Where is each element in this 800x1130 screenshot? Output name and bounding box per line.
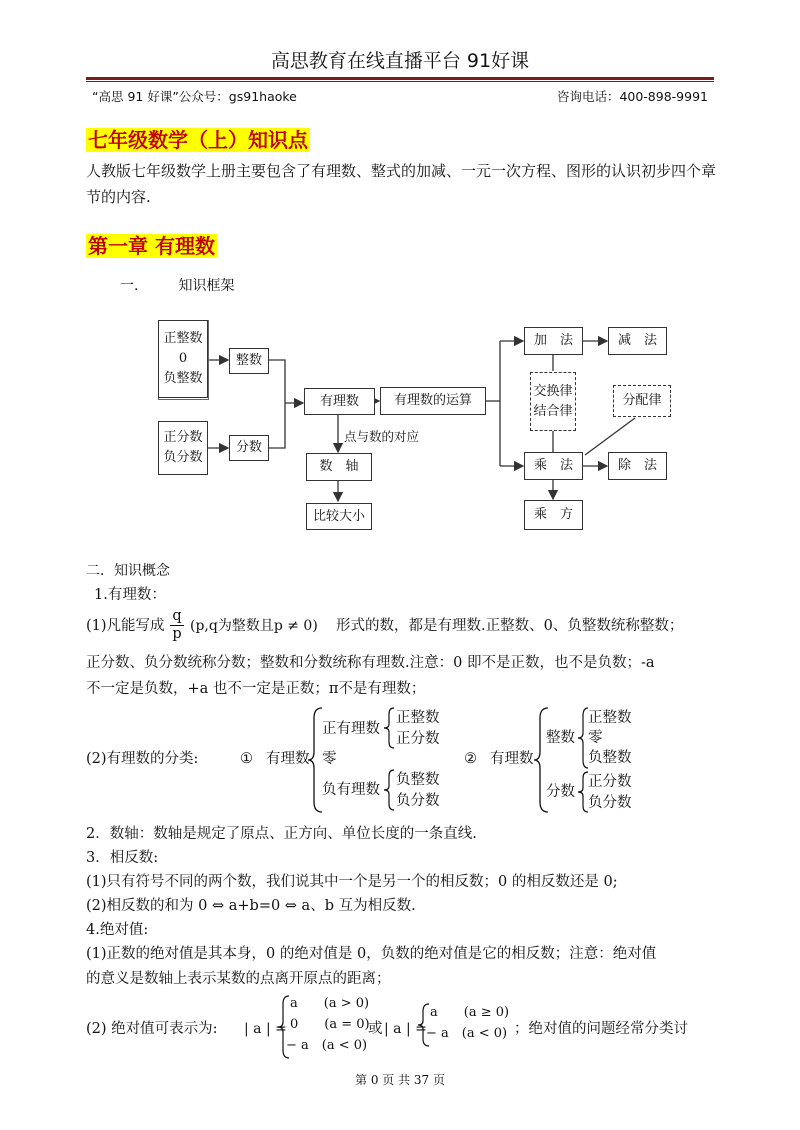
abs-formula-2-lhs: | a | = (384, 1021, 427, 1037)
c1-zero: 零 (322, 751, 337, 767)
abs-case-zero: 0 (a = 0) (290, 1017, 370, 1032)
or-word: 或 (368, 1021, 383, 1037)
box-negative-fraction: 负分数 (163, 450, 203, 465)
box-multiplication: 乘 法 (524, 452, 583, 480)
absolute-item-2-suffix: ；绝对值的问题经常分类讨 (514, 1021, 688, 1037)
c2-zero: 零 (588, 730, 603, 746)
c2-positive-fraction: 正分数 (588, 774, 632, 790)
positive-rational: 正有理数 (322, 721, 380, 737)
c1-negative-integer: 负整数 (396, 772, 440, 788)
rational-heading: 1.有理数： (94, 587, 166, 603)
box-number-line: 数 轴 (306, 453, 372, 481)
fraction-numerator: q (170, 608, 184, 626)
fraction-denominator: p (172, 626, 182, 642)
box-rational: 有理数 (304, 388, 375, 415)
box-power: 乘 方 (524, 500, 583, 530)
section-heading (120, 275, 234, 295)
absolute-heading: 4.绝对值: (86, 922, 149, 938)
negative-rational: 负有理数 (322, 782, 380, 798)
absolute-item-1b: 的意义是数轴上表示某数的点离开原点的距离； (86, 971, 391, 987)
absolute-item-2-prefix: (2) 绝对值可表示为: (86, 1021, 218, 1037)
opposite-item-1: (1)只有符号不同的两个数，我们说其中一个是另一个的相反数；0 的相反数还是 0; (86, 874, 618, 890)
rational-definition-line (86, 608, 726, 648)
box-rational-operations: 有理数的运算 (380, 387, 486, 415)
fraction-q-over-p (170, 608, 184, 643)
c1-positive-integer: 正整数 (396, 710, 440, 726)
abs-case-negative: − a (a < 0) (286, 1038, 368, 1053)
site-title: 高思教育在线直播平台 91好课 (270, 50, 530, 72)
c1-negative-fraction: 负分数 (396, 793, 440, 809)
box-zero: 0 (178, 351, 188, 366)
rational-note-line2: 正分数、负分数统称分数；整数和分数统称有理数.注意：0 即不是正数，也不是负数；-a (86, 655, 655, 671)
box-subtraction: 减 法 (608, 327, 667, 355)
chapter-heading: 第一章 有理数 (88, 234, 215, 258)
integer-parts-box (158, 320, 208, 398)
classification-1-root: 有理数 (266, 751, 310, 767)
rational-note-line3: 不一定是负数，+a 也不一定是正数；π不是有理数； (86, 681, 426, 697)
c2-negative-integer: 负整数 (588, 750, 632, 766)
section-number: 一. (120, 278, 139, 294)
abs-case-negative-2: − a (a < 0) (426, 1026, 508, 1041)
box-laws (530, 372, 576, 431)
box-positive-integer: 正整数 (163, 331, 203, 346)
number-line-definition: 2．数轴：数轴是规定了原点、正方向、单位长度的一条直线. (86, 826, 477, 842)
box-associative-law: 结合律 (533, 403, 573, 419)
classification-2-marker: ② (464, 751, 477, 767)
abs-case-positive: a (a > 0) (290, 996, 370, 1011)
def-condition: (p,q为整数且p ≠ 0) (190, 618, 318, 634)
box-division: 除 法 (608, 452, 667, 480)
def-prefix: (1)凡能写成 (86, 618, 165, 634)
box-distributive-law: 分配律 (613, 385, 671, 417)
intro-paragraph: 人教版七年级数学上册主要包含了有理数、整式的加减、一元一次方程、图形的认识初步四个章节的内容. (86, 162, 717, 206)
fraction-parts-box (158, 421, 208, 475)
header-divider (86, 77, 714, 80)
page-number: 第 0 页 共 37 页 (355, 1073, 445, 1087)
box-positive-fraction: 正分数 (163, 430, 203, 445)
c2-positive-integer: 正整数 (588, 710, 632, 726)
knowledge-framework-diagram (150, 305, 710, 545)
classification-label: (2)有理数的分类: (86, 751, 199, 767)
document-title: 七年级数学（上）知识点 (88, 128, 308, 152)
abs-case-nonnegative: a (a ≥ 0) (430, 1005, 510, 1020)
label-point-number-correspondence: 点与数的对应 (344, 429, 420, 444)
abs-formula-1-lhs: | a | = (244, 1021, 287, 1037)
box-integer: 整数 (229, 348, 269, 374)
box-negative-integer: 负整数 (163, 371, 203, 386)
box-commutative-law: 交换律 (533, 383, 573, 399)
c2-negative-fraction: 负分数 (588, 795, 632, 811)
def-suffix: 形式的数，都是有理数.正整数、0、负整数统称整数； (336, 618, 684, 634)
c2-fraction: 分数 (546, 784, 575, 800)
box-addition: 加 法 (524, 327, 583, 355)
wechat-label: “高思 91 好课”公众号：gs91haoke (92, 89, 297, 104)
box-compare-size: 比较大小 (306, 503, 372, 530)
box-fraction: 分数 (229, 435, 269, 461)
absolute-item-1a: (1)正数的绝对值是其本身，0 的绝对值是 0，负数的绝对值是它的相反数；注意：绝对值 (86, 946, 657, 962)
section2-heading: 二．知识概念 (86, 563, 170, 579)
c1-positive-fraction: 正分数 (396, 731, 440, 747)
c2-integer: 整数 (546, 730, 575, 746)
phone-label: 咨询电话：400-898-9991 (556, 89, 708, 104)
header-divider-thin (86, 81, 714, 82)
classification-2-root: 有理数 (490, 751, 534, 767)
opposite-heading: 3．相反数: (86, 850, 159, 866)
opposite-item-2: (2)相反数的和为 0 ⇔ a+b=0 ⇔ a、b 互为相反数. (86, 898, 416, 914)
section-title: 知识框架 (178, 278, 235, 294)
classification-1-marker: ① (240, 751, 253, 767)
